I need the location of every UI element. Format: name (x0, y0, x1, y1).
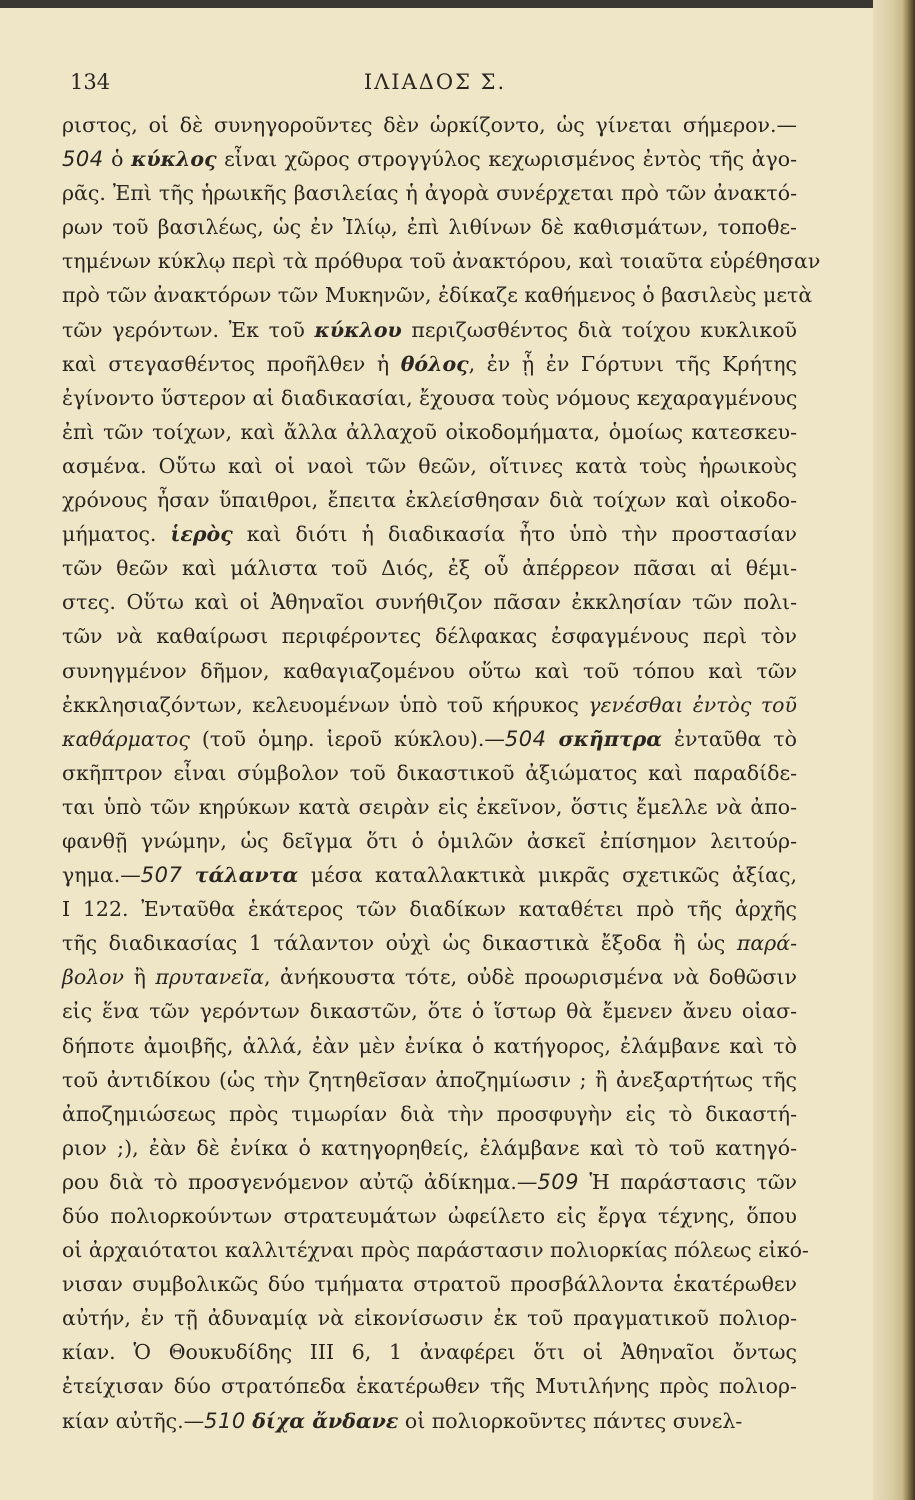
text-run: ρου διὰ τὸ προσγενόμενον αὐτῷ ἀδίκημα.— (62, 1169, 538, 1194)
italic-phrase: γενέσθαι ἐντὸς τοῦ (588, 692, 797, 717)
text-run: φανθῇ γνώμην, ὡς δεῖγμα ὅτι ὁ ὁμιλῶν ἀσκεῖ ἐπίσημον λειτούρ- (62, 828, 797, 853)
text-line (62, 688, 797, 722)
text-run: οἱ πολιορκοῦντες πάντες συνελ- (398, 1408, 743, 1433)
text-run: πρὸ τῶν ἀνακτόρων τῶν Μυκηνῶν, ἐδίκαζε καθήμενος ὁ βασιλεὺς μετὰ (62, 283, 813, 308)
verse-number: 510 (204, 1408, 246, 1433)
lemma: κύκλος (131, 147, 217, 172)
text-run (182, 863, 194, 887)
page-header (0, 70, 870, 104)
lemma: τάλαντα (194, 863, 299, 888)
text-run: (τοῦ ὁμηρ. ἱεροῦ κύκλου).— (189, 726, 505, 751)
italic-phrase: καθάρματος (62, 726, 190, 751)
text-run: ἀποζημιώσεως πρὸς τιμωρίαν διὰ τὴν προσφυγὴν εἰς τὸ δικαστή- (62, 1101, 797, 1126)
text-run: γημα.— (62, 863, 141, 888)
text-run: καὶ στεγασθέντος προῆλθεν ἡ (62, 351, 401, 376)
text-run: τημένων κύκλῳ περὶ τὰ πρόθυρα τοῦ ἀνακτόρου, καὶ τοιαῦτα εὑρέθησαν (62, 249, 821, 274)
text-line (62, 210, 797, 244)
text-run: ἐτείχισαν δύο στρατόπεδα ἑκατέρωθεν τῆς Μυτιλήνης πρὸς πολιορ- (62, 1374, 797, 1399)
text-run: ρων τοῦ βασιλέως, ὡς ἐν Ἰλίῳ, ἐπὶ λιθίνων δὲ καθισμάτων, τοποθε- (62, 215, 797, 240)
lemma: θόλος (400, 351, 469, 376)
text-run: μέσα καταλλακτικὰ μικρᾶς σχετικῶς ἀξίας, (298, 863, 797, 888)
text-run: ρᾶς. Ἐπὶ τῆς ἡρωικῆς βασιλείας ἡ ἀγορὰ συνέρχεται πρὸ τῶν ἀνακτό- (62, 181, 797, 206)
page-binding-edge (873, 0, 915, 1500)
verse-number: 504 (504, 726, 547, 751)
text-line (62, 654, 797, 688)
text-line (62, 790, 797, 824)
verse-number: 509 (537, 1169, 580, 1194)
text-line (62, 1063, 797, 1097)
text-line (62, 1097, 797, 1131)
text-line (62, 415, 797, 449)
text-line (62, 313, 797, 347)
text-line (62, 449, 797, 483)
text-run: ἐπὶ τῶν τοίχων, καὶ ἄλλα ἀλλαχοῦ οἰκοδομήματα, ὁμοίως κατεσκευ- (62, 419, 797, 444)
text-line (62, 892, 797, 926)
text-run: Ι 122. Ἐνταῦθα ἑκάτερος τῶν διαδίκων καταθέτει πρὸ τῆς ἀρχῆς (62, 897, 797, 922)
text-line (62, 1404, 797, 1438)
lemma: σκῆπτρα (558, 726, 663, 751)
lemma: κύκλου (314, 317, 402, 342)
text-run: νισαν συμβολικῶς δύο τμήματα στρατοῦ προσβάλλοντα ἑκατέρωθεν (62, 1272, 797, 1297)
text-run: κίαν. Ὁ Θουκυδίδης ΙΙΙ 6, 1 ἀναφέρει ὅτι οἱ Ἀθηναῖοι ὄντως (62, 1340, 797, 1365)
text-run: ριον ;), ἐὰν δὲ ἐνίκα ὁ κατηγορηθείς, ἐλάμβανε καὶ τὸ τοῦ κατηγό- (62, 1135, 797, 1160)
text-line (62, 1267, 797, 1301)
text-run: ἐγίνοντο ὕστερον αἱ διαδικασίαι, ἔχουσα τοὺς νόμους κεχαραγμένους (62, 385, 798, 410)
text-line (62, 1199, 797, 1233)
text-run: τῶν θεῶν καὶ μάλιστα τοῦ Διός, ἐξ οὗ ἀπέρρεον πᾶσαι αἱ θέμι- (62, 556, 797, 581)
italic-phrase: παρά- (736, 931, 797, 956)
text-line (62, 722, 797, 756)
text-line (62, 1335, 797, 1369)
text-run: ἐνταῦθα τὸ (662, 726, 797, 751)
verse-number: 507 (140, 863, 183, 888)
text-run: , ἐν ᾗ ἐν Γόρτυνι τῆς Κρήτης (468, 351, 797, 376)
text-run: καὶ διότι ἡ διαδικασία ἦτο ὑπὸ τὴν προστασίαν (232, 522, 798, 547)
text-line (62, 1131, 797, 1165)
text-line (62, 1369, 797, 1403)
text-run: δήποτε ἀμοιβῆς, ἀλλά, ἐὰν μὲν ἐνίκα ὁ κατήγορος, ἐλάμβανε καὶ τὸ (62, 1033, 797, 1058)
text-run: ἐκκλησιαζόντων, κελευομένων ὑπὸ τοῦ κήρυκος (62, 692, 589, 717)
text-line (62, 1165, 797, 1199)
text-run: ριστος, οἱ δὲ συνηγοροῦντες δὲν ὡρκίζοντο, ὡς γίνεται σήμερον.— (62, 113, 797, 137)
text-run: ται ὑπὸ τῶν κηρύκων κατὰ σειρὰν εἰς ἐκεῖνον, ὅστις ἔμελλε νὰ ἀπο- (62, 794, 797, 819)
scan-top-border (0, 0, 915, 8)
text-line (62, 1233, 809, 1267)
text-run: οἱ ἀρχαιότατοι καλλιτέχναι πρὸς παράστασιν πολιορκίας πόλεως εἰκό- (62, 1238, 809, 1263)
text-line (62, 994, 797, 1028)
text-line (62, 142, 797, 176)
text-run: ἢ (124, 965, 156, 990)
commentary-text (62, 108, 821, 1438)
text-line (62, 483, 797, 517)
text-line (62, 108, 797, 142)
text-run: κίαν αὐτῆς.— (62, 1408, 205, 1433)
text-run: περιζωσθέντος διὰ τοίχου κυκλικοῦ (401, 317, 797, 342)
text-run (546, 727, 558, 751)
text-run: εἰς ἕνα τῶν γερόντων δικαστῶν, ὅτε ὁ ἵστωρ θὰ ἔμενεν ἄνευ οἱασ- (62, 999, 797, 1024)
lemma: δίχα ἄνδανε (252, 1408, 399, 1433)
text-line (62, 585, 797, 619)
italic-phrase: βολον (62, 965, 124, 990)
page-number: 134 (70, 70, 111, 94)
text-line (62, 517, 797, 551)
text-run: δύο πολιορκούντων στρατευμάτων ὠφείλετο εἰς ἔργα τέχνης, ὅπου (62, 1204, 797, 1228)
text-line (62, 176, 797, 210)
text-run: τῶν νὰ καθαίρωσι περιφέροντες δέλφακας ἐσφαγμένους περὶ τὸν (62, 624, 797, 649)
text-line (62, 1301, 797, 1335)
text-line (62, 381, 797, 415)
text-line (62, 551, 797, 585)
text-run: σκῆπτρον εἶναι σύμβολον τοῦ δικαστικοῦ ἀξιώματος καὶ παραδίδε- (62, 760, 797, 785)
text-line (62, 619, 797, 653)
text-line (62, 244, 821, 278)
verse-number: 504 (62, 147, 104, 172)
text-line (62, 756, 797, 790)
text-line (62, 960, 797, 994)
text-run: Ἡ παράστασις τῶν (579, 1169, 797, 1194)
text-line (62, 278, 813, 312)
text-run: τοῦ ἀντιδίκου (ὡς τὴν ζητηθεῖσαν ἀποζημίωσιν ; ἢ ἀνεξαρτήτως τῆς (62, 1067, 797, 1092)
text-line (62, 858, 797, 892)
text-run: στες. Οὕτω καὶ οἱ Ἀθηναῖοι συνήθιζον πᾶσαν ἐκκλησίαν τῶν πολι- (62, 590, 797, 615)
text-run: τῆς διαδικασίας 1 τάλαντον οὐχὶ ὡς δικαστικὰ ἔξοδα ἢ ὡς (62, 931, 737, 956)
italic-phrase: πρυτανεῖα (155, 965, 264, 990)
text-line (62, 347, 797, 381)
text-run: εἶναι χῶρος στρογγύλος κεχωρισμένος ἐντὸς τῆς ἀγο- (216, 147, 797, 172)
lemma: ἱερὸς (170, 522, 233, 547)
text-run: μήματος. (62, 522, 171, 547)
text-run: , ἀνήκουστα τότε, οὐδὲ προωρισμένα νὰ δοθῶσιν (263, 965, 797, 990)
text-run: συνηγμένον δῆμον, καθαγιαζομένου οὕτω καὶ τοῦ τόπου καὶ τῶν (62, 658, 797, 683)
text-line (62, 824, 797, 858)
text-line (62, 1029, 797, 1063)
text-run: αὐτήν, ἐν τῇ ἀδυναμίᾳ νὰ εἰκονίσωσιν ἐκ τοῦ πραγματικοῦ πολιορ- (62, 1306, 797, 1331)
text-run: χρόνους ἦσαν ὕπαιθροι, ἔπειτα ἐκλείσθησαν διὰ τοίχων καὶ οἰκοδο- (62, 488, 797, 513)
text-run: ασμένα. Οὕτω καὶ οἱ ναοὶ τῶν θεῶν, οἵτινες κατὰ τοὺς ἡρωικοὺς (62, 453, 797, 478)
text-line (62, 926, 797, 960)
text-run: τῶν γερόντων. Ἐκ τοῦ (62, 317, 315, 342)
running-title: ΙΛΙΑΔΟΣ Σ. (363, 70, 507, 94)
text-run: ὁ (103, 147, 132, 172)
